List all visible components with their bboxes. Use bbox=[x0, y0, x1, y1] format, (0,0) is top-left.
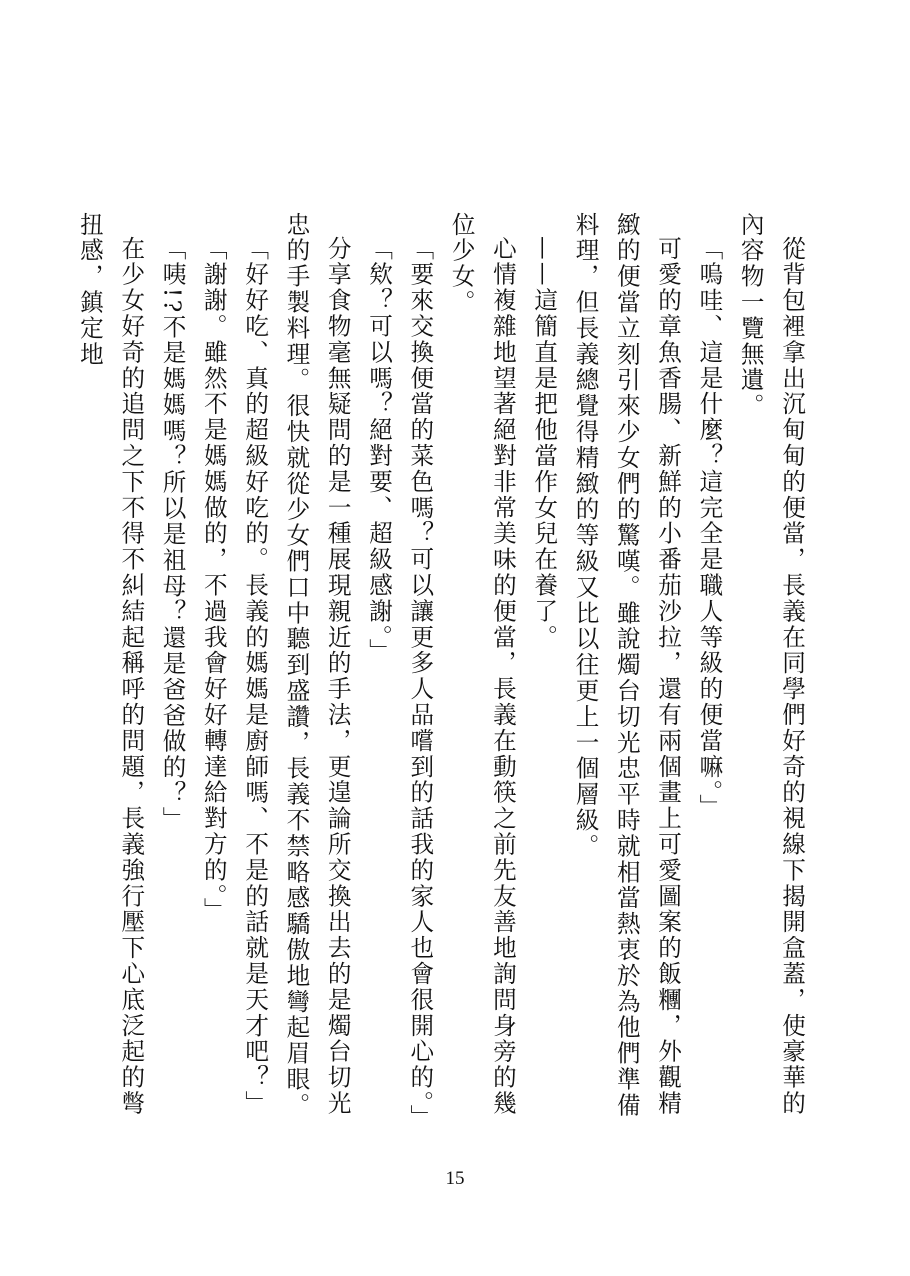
vertical-text-body bbox=[69, 212, 812, 1132]
paragraph: 「謝謝。雖然不是媽媽做的，不過我會好好轉達給對方的。」 bbox=[199, 235, 228, 924]
paragraph: 分享食物毫無疑問的是一種展現親近的手法，更遑論所交換出去的是燭台切光忠的手製料理。很快就從少女們口中聽到盛讚，長義不禁略感驕傲地彎起眉眼。 bbox=[282, 212, 352, 1119]
paragraph: 「嗚哇、這是什麼？這完全是職人等級的便當嘛。」 bbox=[695, 235, 724, 820]
paragraph: 「咦!?不是媽媽嗎？所以是祖母？還是爸爸做的？」 bbox=[158, 235, 187, 833]
paragraph: 「欸？可以嗎？絕對要、超級感謝。」 bbox=[365, 235, 394, 665]
paragraph: 可愛的章魚香腸、新鮮的小番茄沙拉，還有兩個畫上可愛圖案的飯糰，外觀精緻的便當立刻引來少女們的驚嘆。雖說燭台切光忠平時就相當熱衷於為他們準備料理，但長義總覺得精緻的等級又比以往更上一個層級。 bbox=[571, 212, 683, 1119]
paragraph: 在少女好奇的追問之下不得不糾結起稱呼的問題，長義強行壓下心底泛起的彆扭感，鎮定地 bbox=[75, 212, 146, 1117]
paragraph: ——這簡直是把他當作女兒在養了。 bbox=[530, 235, 559, 650]
page-number: 15 bbox=[445, 1168, 465, 1189]
paragraph: 「好好吃、真的超級好吃的。長義的媽媽是廚師嗎、不是的話就是天才吧？」 bbox=[241, 235, 270, 1117]
paragraph: 「要來交換便當的菜色嗎？可以讓更多人品嚐到的話我的家人也會很開心的。」 bbox=[406, 235, 435, 1131]
paragraph: 從背包裡拿出沉甸甸的便當，長義在同學們好奇的視線下揭開盒蓋，使豪華的內容物一覽無遺。 bbox=[736, 212, 806, 1117]
paragraph: 心情複雜地望著絕對非常美味的便當，長義在動筷之前先友善地詢問身旁的幾位少女。 bbox=[447, 212, 517, 1117]
